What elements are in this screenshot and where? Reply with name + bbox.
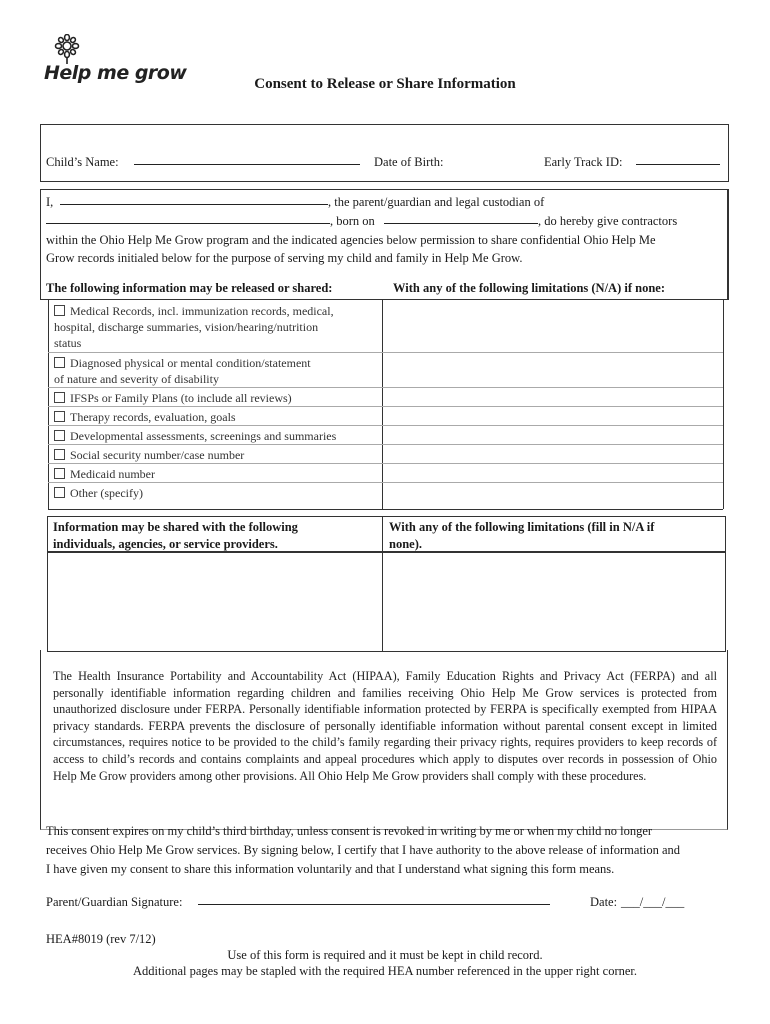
signature-field[interactable] (198, 892, 550, 905)
consent-line2-text: , do hereby give contractors (538, 214, 678, 228)
option-label: Other (specify) (70, 486, 143, 500)
option-label: hospital, discharge summaries, vision/hearing/nutrition (54, 320, 319, 334)
parent-name-field[interactable] (60, 192, 328, 205)
checkbox-icon[interactable] (54, 411, 65, 422)
checkbox-icon[interactable] (54, 392, 65, 403)
child-name-label: Child’s Name: (46, 155, 119, 169)
option-label: of nature and severity of disability (54, 372, 219, 386)
option-other[interactable] (54, 485, 143, 501)
option-diagnosed-condition[interactable] (54, 355, 311, 387)
date-label: Date: (590, 895, 618, 909)
option-therapy-records[interactable] (54, 409, 236, 425)
option-social-security[interactable] (54, 447, 244, 463)
option-medical-records[interactable] (54, 303, 334, 351)
share-with-header (53, 519, 298, 553)
signature-date-field[interactable]: ___/___/___ (621, 895, 685, 909)
option-medicaid-number[interactable] (54, 466, 155, 482)
share-with-field[interactable] (48, 553, 381, 649)
release-info-header: The following information may be released or shared: (46, 281, 333, 295)
checkbox-icon[interactable] (54, 305, 65, 316)
signature-label: Parent/Guardian Signature: (46, 895, 183, 909)
early-track-id-label: Early Track ID: (544, 155, 623, 169)
checkbox-icon[interactable] (54, 468, 65, 479)
option-label: Social security number/case number (70, 448, 245, 462)
born-on-label: , born on (330, 214, 375, 228)
option-label: Medicaid number (70, 467, 155, 481)
child-name-field-2[interactable] (46, 211, 330, 224)
header-line: none). (389, 537, 422, 551)
share-limitations-field[interactable] (383, 553, 723, 649)
checkbox-icon[interactable] (54, 430, 65, 441)
checkbox-icon[interactable] (54, 357, 65, 368)
child-name-field[interactable] (134, 152, 360, 165)
option-label: status (54, 336, 82, 350)
option-developmental-assessments[interactable] (54, 428, 336, 444)
option-label: IFSPs or Family Plans (to include all reviews) (70, 391, 292, 405)
born-on-field[interactable] (384, 211, 538, 224)
date-of-birth-label: Date of Birth: (374, 155, 444, 169)
header-line: With any of the following limitations (fill in N/A if (389, 520, 655, 534)
option-label: Therapy records, evaluation, goals (70, 410, 236, 424)
option-label: Medical Records, incl. immunization records, medical, (70, 304, 334, 318)
page-title: Consent to Release or Share Information (254, 76, 516, 92)
header-line: Information may be shared with the following (53, 520, 298, 534)
consent-line4-text: Grow records initialed below for the purpose of serving my child and family in Help Me Grow. (46, 251, 523, 265)
legal-notice: The Health Insurance Portability and Accountability Act (HIPAA), Family Education Rights and Privacy Act (FERPA) and all personally identifiable information regarding children and families receiving Ohio Help Me Grow services is protected from unauthorized disclosure under FERPA. Personally identifiable information protected by FERPA is specifically exempted from HIPAA privacy standards. FERPA prevents the disclosure of personally identifiable information without parental consent except in limited circumstances, requires notice to be provided to the child’s family regarding their privacy rights, requires providers to keep records of access to child’s records and contains complaints and appeal procedures which apply to disputes over records in possession of Ohio Help Me Grow providers among other provisions. All Ohio Help Me Grow providers shall comply with these procedures. (53, 669, 717, 783)
footer-line2: Additional pages may be stapled with the required HEA number referenced in the upper right corner. (133, 964, 637, 978)
share-limitations-header (389, 519, 654, 553)
header-line: individuals, agencies, or service providers. (53, 537, 278, 551)
consent-line3-text: within the Ohio Help Me Grow program and the indicated agencies below permission to share confidential Ohio Help Me (46, 233, 656, 247)
early-track-id-field[interactable] (636, 152, 720, 165)
expiry-line3: I have given my consent to share this information voluntarily and that I understand what signing this form means. (46, 862, 615, 876)
option-label: Diagnosed physical or mental condition/statement (70, 356, 311, 370)
option-ifsps[interactable] (54, 390, 292, 406)
footer-line1: Use of this form is required and it must be kept in child record. (227, 948, 543, 962)
checkbox-icon[interactable] (54, 449, 65, 460)
logo-text: Help me grow (44, 62, 187, 84)
checkbox-icon[interactable] (54, 487, 65, 498)
expiry-line1: This consent expires on my child’s third birthday, unless consent is revoked in writing by me or when my child no longer (46, 824, 653, 838)
form-id: HEA#8019 (rev 7/12) (46, 932, 156, 946)
option-label: Developmental assessments, screenings and summaries (70, 429, 337, 443)
flower-icon (52, 34, 82, 64)
release-limitations-header: With any of the following limitations (N/A) if none: (393, 281, 665, 295)
consent-line1-text: , the parent/guardian and legal custodian of (328, 195, 545, 209)
consent-i-label: I, (46, 195, 54, 209)
expiry-line2: receives Ohio Help Me Grow services. By signing below, I certify that I have authority to the above release of information and (46, 843, 681, 857)
